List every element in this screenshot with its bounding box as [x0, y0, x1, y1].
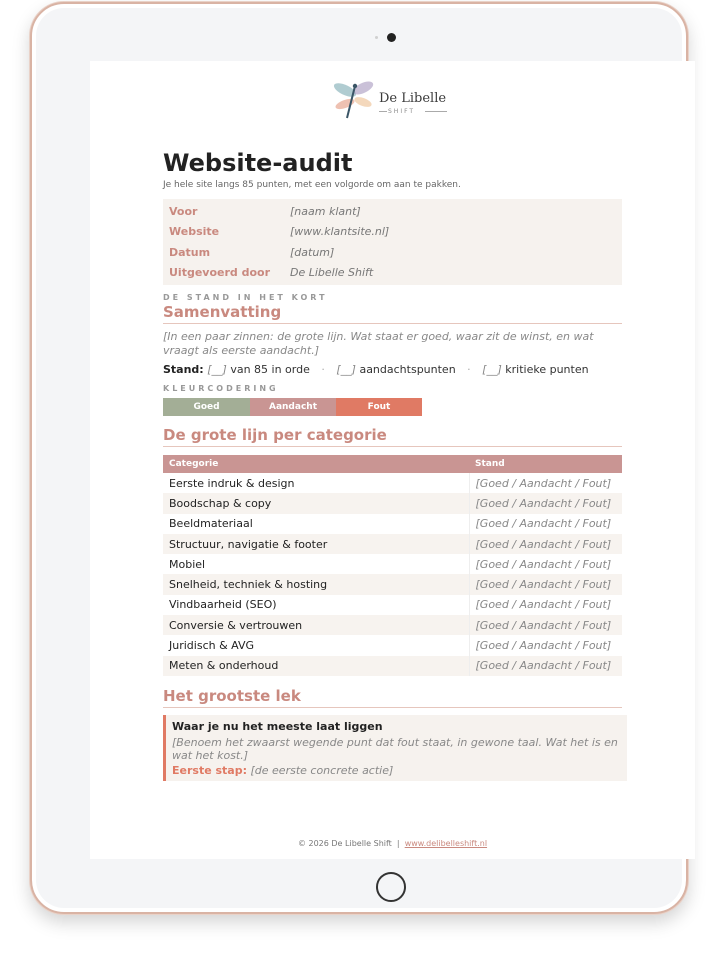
dragonfly-icon [331, 78, 379, 120]
category-status: [Goed / Aandacht / Fout] [469, 656, 622, 676]
logo-text: De Libelle [379, 91, 447, 106]
table-row [163, 473, 622, 493]
table-row [163, 595, 622, 615]
category-name: Snelheid, techniek & hosting [163, 574, 469, 594]
category-status: [Goed / Aandacht / Fout] [469, 534, 622, 554]
logo-rule-left [379, 111, 387, 112]
stand-line [163, 363, 589, 376]
legend-aandacht: Aandacht [250, 398, 336, 416]
meta-row [163, 222, 622, 243]
tablet-frame [30, 2, 688, 914]
meta-row [163, 201, 622, 222]
separator: · [321, 363, 325, 376]
category-name: Vindbaarheid (SEO) [169, 598, 277, 612]
placeholder-ok: [__] [207, 363, 227, 376]
placeholder-attention: [__] [336, 363, 356, 376]
leak-step [172, 764, 627, 778]
leak-step-label: Eerste stap: [172, 764, 247, 777]
stand-label: Stand: [163, 363, 204, 376]
category-status: [Goed / Aandacht / Fout] [469, 635, 622, 655]
leak-title: Waar je nu het meeste laat liggen [172, 720, 383, 733]
summary-heading: Samenvatting [163, 303, 622, 324]
logo-rule-right [425, 111, 447, 112]
category-status: [Goed / Aandacht / Fout] [469, 615, 622, 635]
critical-text: kritieke punten [505, 363, 589, 376]
in-order-text: van 85 in orde [230, 363, 310, 376]
footer-link[interactable]: www.delibelleshift.nl [404, 839, 488, 848]
summary-kicker: DE STAND IN HET KORT [163, 293, 328, 302]
meta-key: Voor [169, 204, 198, 218]
table-row [163, 534, 622, 554]
color-coding-legend [163, 398, 422, 416]
category-name: Conversie & vertrouwen [163, 615, 469, 635]
meta-key: Datum [169, 245, 211, 259]
category-status: [Goed / Aandacht / Fout] [469, 595, 622, 615]
page-subtitle: Je hele site langs 85 punten, met een volgorde om aan te pakken. [163, 180, 461, 190]
table-row [163, 493, 622, 513]
category-name: Mobiel [169, 557, 206, 571]
table-row [163, 554, 622, 574]
table-row [163, 615, 622, 635]
meta-key: Uitgevoerd door [169, 266, 271, 280]
col-category: Categorie [163, 455, 469, 473]
meta-value: [www.klantsite.nl] [290, 225, 390, 239]
meta-table [163, 199, 622, 285]
table-header-row [163, 455, 622, 473]
meta-value: [datum] [290, 245, 335, 259]
meta-value: [naam klant] [290, 204, 361, 218]
category-name: Juridisch & AVG [169, 639, 255, 653]
meta-key: Website [169, 225, 220, 239]
category-name: Structuur, navigatie & footer [163, 534, 469, 554]
leak-heading: Het grootste lek [163, 687, 622, 708]
categories-table [163, 455, 622, 676]
table-row [163, 574, 622, 594]
category-name: Boodschap & copy [163, 493, 469, 513]
footer-copyright: © 2026 De Libelle Shift [297, 839, 392, 848]
leak-callout [163, 715, 627, 781]
category-name: Beeldmateriaal [169, 517, 253, 531]
page-title: Website-audit [163, 149, 353, 177]
leak-step-value: [de eerste concrete actie] [250, 764, 394, 777]
color-coding-label: KLEURCODERING [163, 384, 279, 393]
category-status: [Goed / Aandacht / Fout] [469, 514, 622, 534]
legend-goed: Goed [163, 398, 250, 416]
col-status: Stand [469, 455, 622, 473]
category-name: Meten & onderhoud [163, 656, 469, 676]
summary-intro: [In een paar zinnen: de grote lijn. Wat staat er goed, waar zit de winst, en wat vraagt als eerste aandacht.] [163, 330, 594, 357]
logo [331, 78, 451, 120]
logo-sub: SHIFT [388, 108, 416, 115]
screen [90, 61, 695, 859]
categories-heading: De grote lijn per categorie [163, 426, 622, 447]
category-status: [Goed / Aandacht / Fout] [469, 554, 622, 574]
sensor [375, 36, 378, 39]
leak-body: [Benoem het zwaarst wegende punt dat fout staat, in gewone taal. Wat het is en wat het kost.] [172, 736, 618, 762]
camera [387, 33, 396, 42]
category-status: [Goed / Aandacht / Fout] [469, 473, 622, 493]
category-name: Eerste indruk & design [169, 476, 295, 490]
meta-row [163, 263, 622, 284]
placeholder-critical: [__] [482, 363, 502, 376]
legend-fout: Fout [336, 398, 422, 416]
table-row [163, 656, 622, 676]
attention-text: aandachtspunten [359, 363, 456, 376]
meta-row [163, 242, 622, 263]
separator: · [467, 363, 471, 376]
category-status: [Goed / Aandacht / Fout] [469, 493, 622, 513]
category-status: [Goed / Aandacht / Fout] [469, 574, 622, 594]
footer [163, 839, 622, 848]
home-button[interactable] [376, 872, 406, 902]
table-row [163, 514, 622, 534]
meta-value: De Libelle Shift [290, 266, 374, 280]
table-row [163, 635, 622, 655]
footer-separator: | [396, 839, 400, 848]
